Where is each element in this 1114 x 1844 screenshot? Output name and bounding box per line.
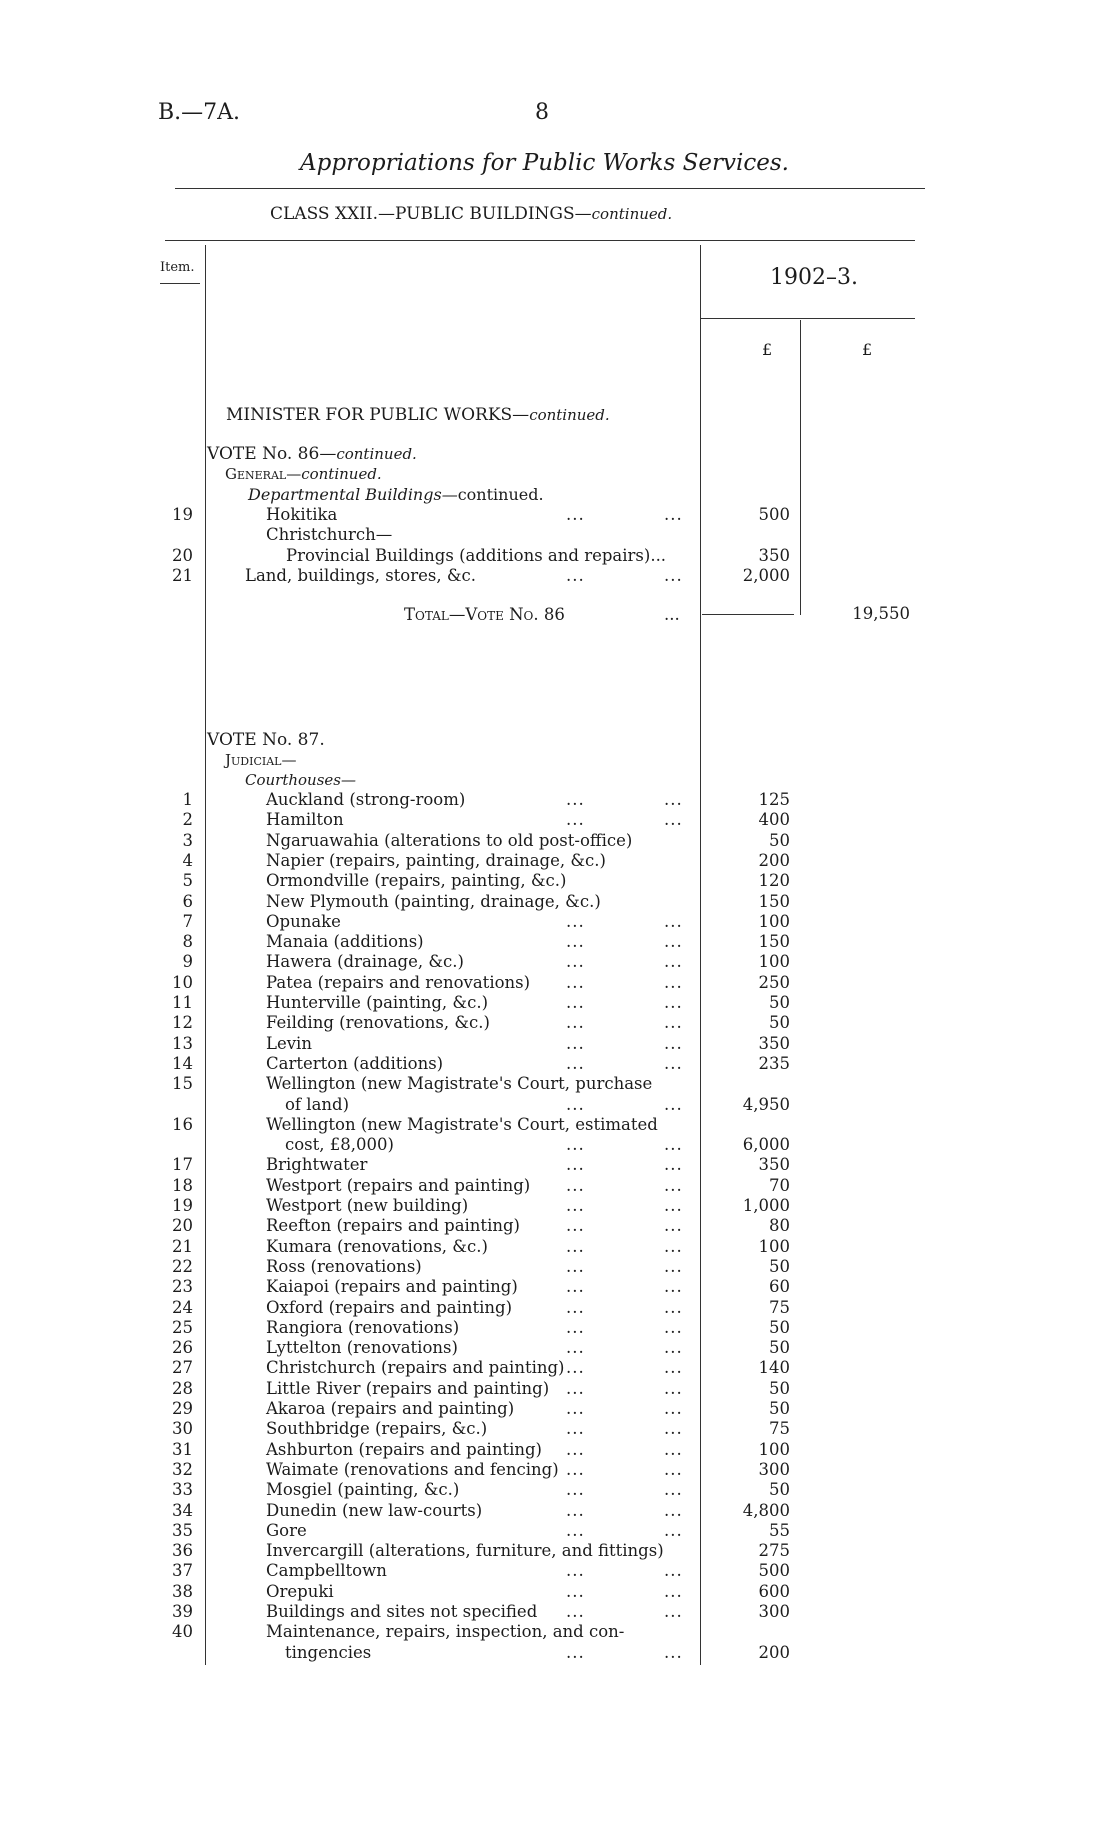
item-number: 7	[182, 911, 193, 931]
leader-dots: ...	[664, 1500, 683, 1520]
item-number: 28	[172, 1378, 193, 1398]
item-description: Buildings and sites not specified	[266, 1602, 538, 1621]
item-description: tingencies	[285, 1642, 372, 1662]
document-reference: B.—7A.	[158, 100, 241, 125]
item-amount: 4,950	[742, 1094, 790, 1114]
leader-dots: ...	[566, 1155, 585, 1175]
item-description: Carterton (additions)	[266, 1053, 444, 1073]
item-description: Wellington (new Magistrate's Court, estimated	[266, 1114, 658, 1134]
leader-dots: ...	[664, 1439, 683, 1459]
table-row	[0, 1521, 1114, 1541]
leader-dots: ...	[566, 1196, 585, 1215]
item-number: 20	[172, 545, 193, 565]
table-row	[0, 1176, 1114, 1196]
table-row	[0, 1338, 1114, 1358]
table-row	[0, 1541, 1114, 1561]
item-amount: 300	[758, 1459, 790, 1479]
item-description: Mosgiel (painting, &c.)	[266, 1480, 460, 1500]
item-description: Land, buildings, stores, &c.	[245, 565, 477, 585]
table-row	[0, 1358, 1114, 1378]
item-amount: 100	[758, 1439, 790, 1459]
leader-dots: ...	[566, 1033, 585, 1053]
vote-86-heading-continued: continued.	[336, 445, 417, 463]
leader-dots: ...	[566, 1135, 585, 1155]
table-row	[0, 871, 1114, 891]
leader-dots: ...	[664, 1256, 683, 1276]
leader-dots: ...	[664, 505, 683, 524]
item-description: Ross (renovations)	[266, 1256, 422, 1276]
table-row	[0, 1440, 1114, 1460]
leader-dots: ...	[566, 1399, 585, 1418]
item-amount: 200	[758, 1642, 790, 1662]
item-amount: 200	[758, 850, 790, 870]
leader-dots: ...	[664, 1033, 683, 1053]
table-row	[0, 1399, 1114, 1419]
table-row	[0, 1034, 1114, 1054]
table-row	[0, 546, 1114, 566]
table-row	[0, 1602, 1114, 1622]
table-row	[0, 892, 1114, 912]
leader-dots: ...	[664, 952, 683, 972]
leader-dots: ...	[664, 1459, 683, 1479]
leader-dots: ...	[664, 911, 683, 931]
leader-dots: ...	[664, 1317, 683, 1337]
item-description: Oxford (repairs and painting)	[266, 1297, 513, 1317]
item-description: Provincial Buildings (additions and repairs)...	[286, 545, 667, 565]
item-number: 31	[172, 1439, 193, 1459]
vote-86-heading	[207, 444, 417, 464]
leader-dots: ...	[664, 1602, 683, 1621]
leader-dots: ...	[664, 1561, 683, 1581]
table-row	[0, 1095, 1114, 1115]
table-row	[0, 831, 1114, 851]
item-description: Gore	[266, 1520, 307, 1540]
leader-dots: ...	[566, 565, 585, 585]
minister-heading-continued: continued.	[529, 406, 610, 424]
currency-symbol-totals: £	[862, 340, 873, 359]
leader-dots: ...	[664, 1013, 683, 1033]
year-header-rule	[700, 318, 915, 319]
item-amount: 350	[758, 545, 790, 565]
item-amount: 100	[758, 952, 790, 972]
leader-dots: ...	[664, 1378, 683, 1398]
item-amount: 350	[758, 1155, 790, 1175]
item-number: 26	[172, 1338, 193, 1358]
leader-dots: ...	[664, 810, 683, 830]
minister-heading-main: MINISTER FOR PUBLIC WORKS—	[226, 405, 530, 425]
table-row	[0, 525, 1114, 545]
item-amount: 275	[758, 1541, 790, 1561]
table-row	[0, 1155, 1114, 1175]
table-row	[0, 1379, 1114, 1399]
leader-dots: ...	[664, 993, 683, 1012]
item-amount: 600	[758, 1581, 790, 1601]
item-header-rule	[160, 283, 200, 284]
leader-dots: ...	[566, 1013, 585, 1033]
table-row	[0, 1480, 1114, 1500]
page-number: 8	[535, 100, 549, 125]
table-row	[0, 1216, 1114, 1236]
leader-dots: ...	[566, 1459, 585, 1479]
item-number: 30	[172, 1419, 193, 1439]
leader-dots: ...	[664, 1399, 683, 1418]
table-row	[0, 790, 1114, 810]
item-amount: 50	[769, 1399, 790, 1418]
general-continued: continued.	[301, 465, 382, 483]
leader-dots: ...	[566, 1480, 585, 1500]
item-description: Kumara (renovations, &c.)	[266, 1236, 488, 1256]
item-description: Orepuki	[266, 1581, 334, 1601]
leader-dots: ...	[566, 911, 585, 931]
table-row	[0, 1135, 1114, 1155]
leader-dots: ...	[664, 1642, 683, 1662]
leader-dots: ...	[566, 993, 585, 1012]
item-description: Invercargill (alterations, furniture, and fittings)	[266, 1541, 664, 1561]
item-description: Christchurch (repairs and painting)	[266, 1358, 565, 1378]
item-amount: 80	[769, 1216, 790, 1236]
item-description: Opunake	[266, 911, 341, 931]
item-amount: 1,000	[742, 1196, 790, 1215]
item-description: Hamilton	[266, 810, 344, 830]
item-amount: 6,000	[742, 1135, 790, 1155]
departmental-buildings-label: Departmental Buildings—	[248, 485, 458, 504]
leader-dots: ...	[566, 1216, 585, 1236]
item-amount: 75	[769, 1419, 790, 1439]
item-number: 13	[172, 1033, 193, 1053]
leader-dots: ...	[566, 1561, 585, 1581]
title-rule	[175, 188, 925, 189]
leader-dots: ...	[566, 1175, 585, 1195]
item-description: Westport (new building)	[266, 1196, 469, 1215]
item-description: Little River (repairs and painting)	[266, 1378, 550, 1398]
item-amount: 140	[758, 1358, 790, 1378]
item-description: Hawera (drainage, &c.)	[266, 952, 464, 972]
item-amount: 400	[758, 810, 790, 830]
item-amount: 500	[758, 1561, 790, 1581]
class-heading-continued: continued.	[591, 205, 673, 223]
table-row	[0, 912, 1114, 932]
departmental-buildings-heading	[248, 485, 544, 504]
item-amount: 50	[769, 1378, 790, 1398]
table-row	[0, 1298, 1114, 1318]
table-row	[0, 1501, 1114, 1521]
vote-86-general-heading	[225, 465, 382, 483]
table-row	[0, 566, 1114, 586]
leader-dots: ...	[664, 1277, 683, 1297]
item-amount: 50	[769, 1480, 790, 1500]
item-amount: 50	[769, 1317, 790, 1337]
item-number: 22	[172, 1256, 193, 1276]
table-row	[0, 1419, 1114, 1439]
judicial-heading: Judicial—	[225, 751, 297, 769]
item-description: Ormondville (repairs, painting, &c.)	[266, 871, 567, 891]
leader-dots: ...	[664, 1581, 683, 1601]
item-number: 27	[172, 1358, 193, 1378]
item-number: 1	[182, 790, 193, 809]
item-description: New Plymouth (painting, drainage, &c.)	[266, 891, 601, 911]
vote-86-total-rule	[702, 614, 794, 615]
item-description: Dunedin (new law-courts)	[266, 1500, 483, 1520]
table-row	[0, 505, 1114, 525]
item-description: Westport (repairs and painting)	[266, 1175, 531, 1195]
leader-dots: ...	[664, 1236, 683, 1256]
leader-dots: ...	[664, 790, 683, 809]
table-row	[0, 1054, 1114, 1074]
table-row	[0, 1277, 1114, 1297]
table-row	[0, 810, 1114, 830]
item-description: Southbridge (repairs, &c.)	[266, 1419, 488, 1439]
item-description: Akaroa (repairs and painting)	[266, 1399, 515, 1418]
leader-dots: ...	[566, 1602, 585, 1621]
leader-dots: ...	[566, 505, 585, 524]
item-description: Levin	[266, 1033, 312, 1053]
table-row	[0, 1582, 1114, 1602]
item-number: 3	[182, 830, 193, 850]
item-number: 6	[182, 891, 193, 911]
item-number: 11	[172, 993, 193, 1012]
leader-dots: ...	[566, 1378, 585, 1398]
leader-dots: ...	[664, 1135, 683, 1155]
departmental-buildings-continued: continued.	[457, 485, 544, 504]
leader-dots: ...	[664, 1480, 683, 1500]
leader-dots: ...	[566, 1277, 585, 1297]
item-description: Hokitika	[266, 505, 338, 524]
item-description: Reefton (repairs and painting)	[266, 1216, 520, 1236]
leader-dots: ...	[664, 1297, 683, 1317]
year-column-header: 1902–3.	[770, 265, 858, 290]
item-number: 10	[172, 972, 193, 992]
item-description: Ashburton (repairs and painting)	[266, 1439, 542, 1459]
item-number: 34	[172, 1500, 193, 1520]
leader-dots: ...	[664, 1053, 683, 1073]
courthouses-heading: Courthouses—	[245, 771, 356, 789]
item-number: 36	[172, 1541, 193, 1561]
leader-dots: ...	[664, 1358, 683, 1378]
item-description: Feilding (renovations, &c.)	[266, 1013, 490, 1033]
leader-dots: ...	[664, 1094, 683, 1114]
item-description: Campbelltown	[266, 1561, 387, 1581]
item-amount: 125	[758, 790, 790, 809]
leader-dots: ...	[566, 1256, 585, 1276]
item-number: 12	[172, 1013, 193, 1033]
item-number: 14	[172, 1053, 193, 1073]
item-description: Auckland (strong-room)	[266, 790, 466, 809]
item-number: 20	[172, 1216, 193, 1236]
item-number: 24	[172, 1297, 193, 1317]
vote-86-total-amount: 19,550	[852, 604, 910, 623]
item-number: 33	[172, 1480, 193, 1500]
leader-dots: ...	[566, 1236, 585, 1256]
leader-dots: ...	[566, 810, 585, 830]
leader-dots: ...	[566, 1642, 585, 1662]
item-description: cost, £8,000)	[285, 1135, 394, 1155]
item-number: 5	[182, 871, 193, 891]
table-row	[0, 1257, 1114, 1277]
item-number: 9	[182, 952, 193, 972]
leader-dots: ...	[566, 1317, 585, 1337]
table-row	[0, 1237, 1114, 1257]
leader-dots: ...	[566, 972, 585, 992]
item-description: Wellington (new Magistrate's Court, purchase	[266, 1074, 653, 1094]
item-column-header: Item.	[160, 260, 195, 275]
table-row	[0, 993, 1114, 1013]
item-number: 37	[172, 1561, 193, 1581]
vote-86-total-label: Total—Vote No. 86	[404, 605, 565, 624]
leader-dots: ...	[566, 932, 585, 952]
currency-symbol-items: £	[762, 340, 773, 359]
item-amount: 70	[769, 1175, 790, 1195]
leader-dots: ...	[566, 952, 585, 972]
item-number: 19	[172, 1196, 193, 1215]
item-number: 4	[182, 850, 193, 870]
table-row	[0, 1013, 1114, 1033]
item-amount: 150	[758, 932, 790, 952]
item-number: 32	[172, 1459, 193, 1479]
leader-dots: ...	[566, 1358, 585, 1378]
item-amount: 50	[769, 1338, 790, 1358]
item-amount: 55	[769, 1520, 790, 1540]
leader-dots: ...	[664, 1419, 683, 1439]
table-row	[0, 851, 1114, 871]
item-number: 16	[172, 1114, 193, 1134]
leader-dots: ...	[566, 1520, 585, 1540]
item-amount: 2,000	[742, 565, 790, 585]
item-amount: 50	[769, 1256, 790, 1276]
table-row	[0, 1643, 1114, 1663]
item-amount: 50	[769, 1013, 790, 1033]
minister-heading	[226, 405, 610, 425]
item-number: 18	[172, 1175, 193, 1195]
item-number: 2	[182, 810, 193, 830]
item-number: 35	[172, 1520, 193, 1540]
table-row	[0, 973, 1114, 993]
item-amount: 4,800	[742, 1500, 790, 1520]
item-description: Ngaruawahia (alterations to old post-office)	[266, 830, 633, 850]
leader-dots: ...	[566, 1297, 585, 1317]
leader-dots: ...	[664, 1175, 683, 1195]
item-description: Patea (repairs and renovations)	[266, 972, 531, 992]
class-heading	[270, 204, 672, 224]
leader-dots: ...	[566, 790, 585, 809]
item-number: 29	[172, 1399, 193, 1418]
leader-dots: ...	[664, 1520, 683, 1540]
item-amount: 100	[758, 911, 790, 931]
leader-dots: ...	[664, 1338, 683, 1358]
item-number: 38	[172, 1581, 193, 1601]
item-number: 25	[172, 1317, 193, 1337]
item-number: 17	[172, 1155, 193, 1175]
item-amount: 250	[758, 972, 790, 992]
item-amount: 350	[758, 1033, 790, 1053]
item-description: Maintenance, repairs, inspection, and con-	[266, 1622, 625, 1642]
item-number: 19	[172, 505, 193, 524]
page-title: Appropriations for Public Works Services.	[300, 150, 789, 176]
item-description: of land)	[285, 1094, 350, 1114]
leader-dots: ...	[664, 1155, 683, 1175]
table-row	[0, 1318, 1114, 1338]
leader-dots: ...	[566, 1439, 585, 1459]
table-row	[0, 1115, 1114, 1135]
item-amount: 500	[758, 505, 790, 524]
leader-dots: ...	[664, 1216, 683, 1236]
item-amount: 50	[769, 830, 790, 850]
item-number: 40	[172, 1622, 193, 1642]
item-amount: 120	[758, 871, 790, 891]
item-amount: 100	[758, 1236, 790, 1256]
class-heading-main: CLASS XXII.—PUBLIC BUILDINGS—	[270, 204, 592, 224]
table-row	[0, 1622, 1114, 1642]
general-label: General—	[225, 465, 302, 483]
item-amount: 50	[769, 993, 790, 1012]
item-amount: 60	[769, 1277, 790, 1297]
item-number: 23	[172, 1277, 193, 1297]
item-number: 8	[182, 932, 193, 952]
leader-dots: ...	[664, 565, 683, 585]
item-amount: 300	[758, 1602, 790, 1621]
leader-dots: ...	[566, 1419, 585, 1439]
leader-dots: ...	[566, 1500, 585, 1520]
leader-dots: ...	[664, 972, 683, 992]
item-description: Christchurch—	[266, 525, 393, 545]
item-number: 15	[172, 1074, 193, 1094]
item-description: Brightwater	[266, 1155, 368, 1175]
table-row	[0, 1074, 1114, 1094]
table-row	[0, 1561, 1114, 1581]
item-amount: 150	[758, 891, 790, 911]
leader-dots: ...	[566, 1094, 585, 1114]
vote-87-heading: VOTE No. 87.	[207, 730, 325, 750]
leader-dots: ...	[664, 1196, 683, 1215]
leader-dots: ...	[664, 932, 683, 952]
vote-86-heading-main: VOTE No. 86—	[207, 444, 337, 464]
leader-dots: ...	[566, 1053, 585, 1073]
vote-86-total-dots: ...	[664, 605, 680, 624]
table-top-rule	[165, 240, 915, 241]
item-number: 21	[172, 1236, 193, 1256]
leader-dots: ...	[566, 1338, 585, 1358]
table-row	[0, 932, 1114, 952]
item-description: Hunterville (painting, &c.)	[266, 993, 489, 1012]
item-amount: 235	[758, 1053, 790, 1073]
leader-dots: ...	[566, 1581, 585, 1601]
item-description: Rangiora (renovations)	[266, 1317, 460, 1337]
item-description: Napier (repairs, painting, drainage, &c.)	[266, 850, 606, 870]
item-description: Lyttelton (renovations)	[266, 1338, 458, 1358]
item-description: Kaiapoi (repairs and painting)	[266, 1277, 518, 1297]
item-description: Waimate (renovations and fencing)	[266, 1459, 559, 1479]
table-row	[0, 952, 1114, 972]
item-number: 39	[172, 1602, 193, 1621]
item-description: Manaia (additions)	[266, 932, 424, 952]
table-row	[0, 1196, 1114, 1216]
item-number: 21	[172, 565, 193, 585]
item-amount: 75	[769, 1297, 790, 1317]
table-row	[0, 1460, 1114, 1480]
